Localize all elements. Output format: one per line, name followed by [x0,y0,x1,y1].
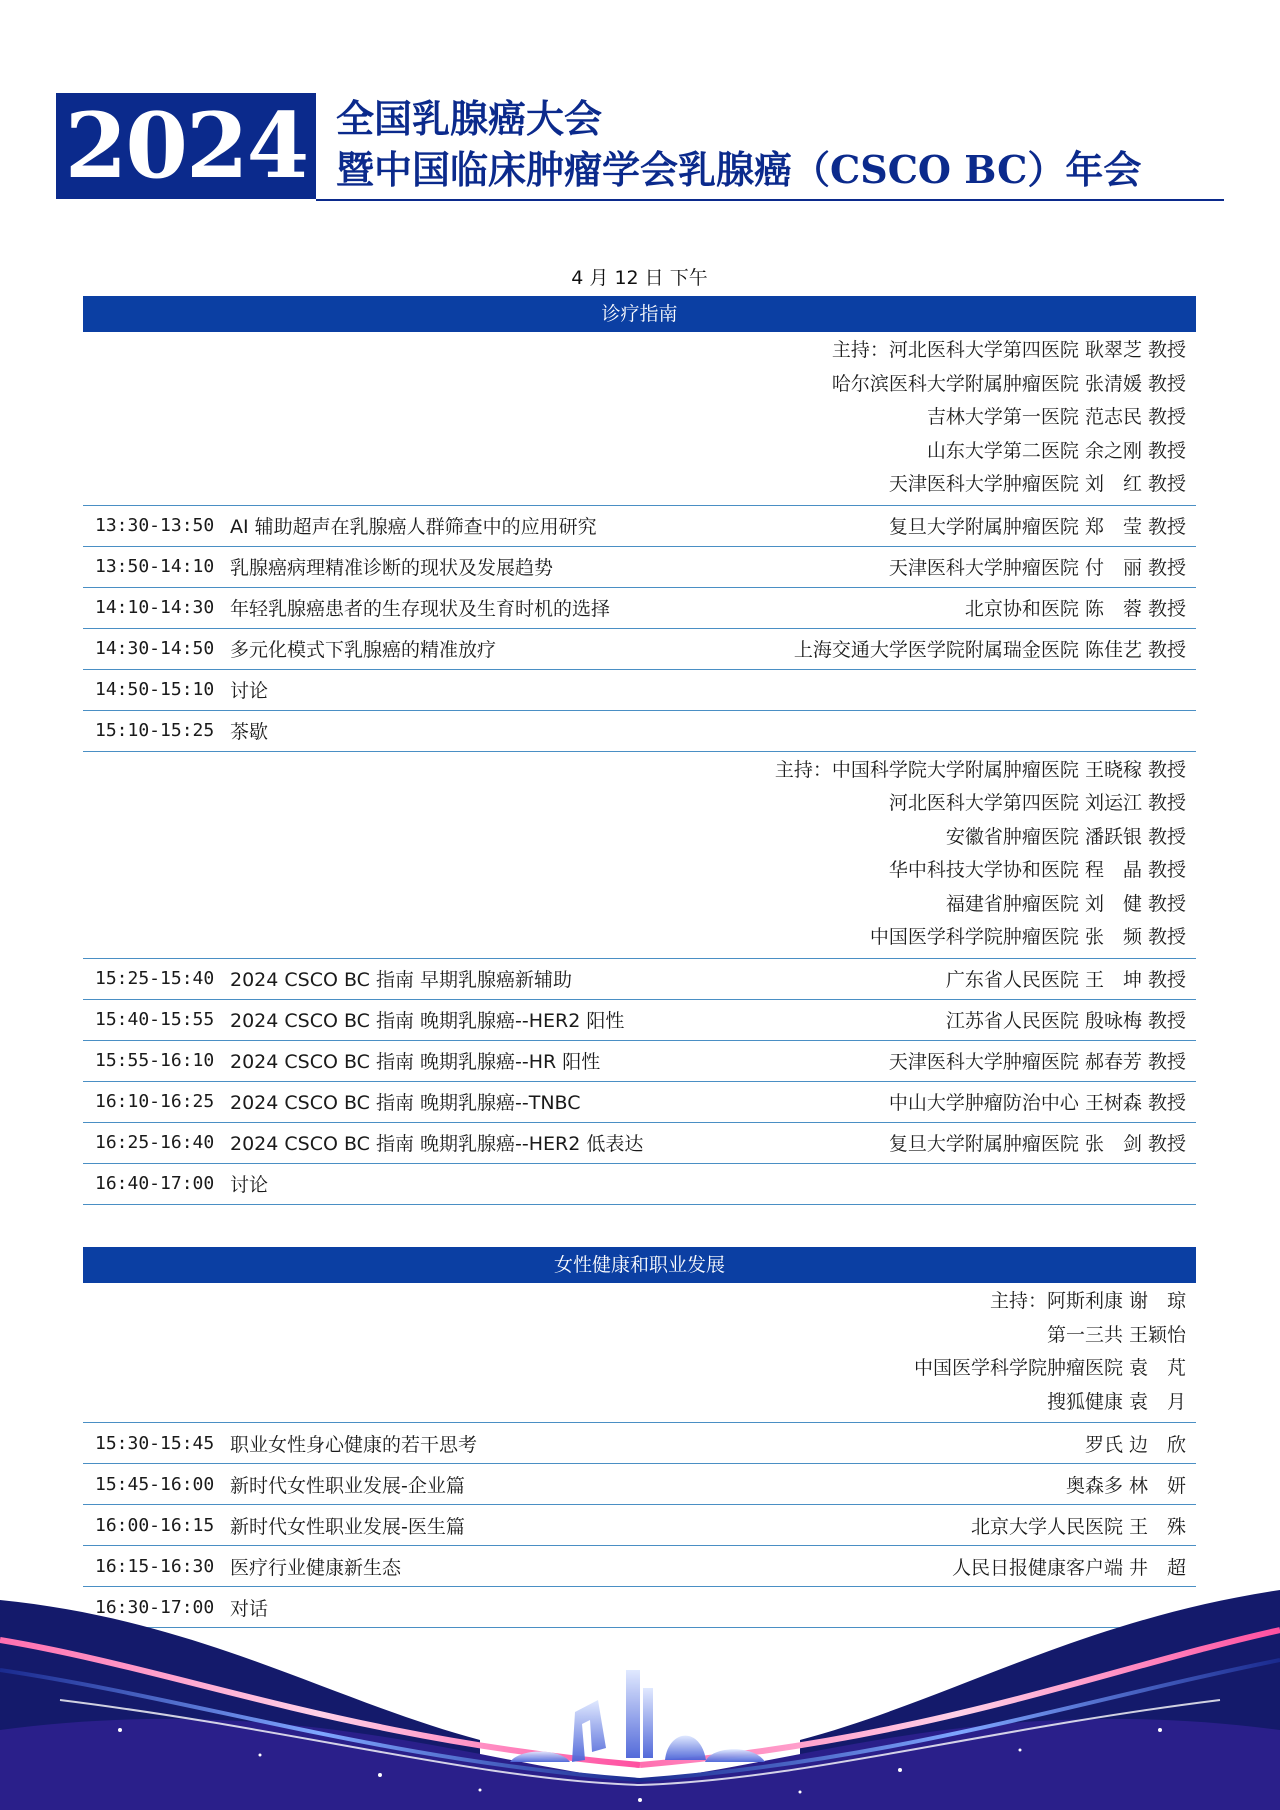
host-line: 主持：河北医科大学第四医院 耿翠芝 教授 [831,339,1186,361]
year-badge: 2024 [56,93,316,199]
topic: 新时代女性职业发展-企业篇 [230,1474,465,1497]
speaker: 复旦大学附属肿瘤医院 郑 莹 教授 [888,516,1186,538]
conference-title: 全国乳腺癌大会 [336,96,603,141]
speaker: 罗氏 边 欣 [1084,1433,1186,1456]
host-line: 山东大学第二医院 余之刚 教授 [926,439,1186,462]
session-date: 4 月 12 日 下午 [571,267,708,289]
header-divider [316,199,1224,201]
time-slot: 14:50-15:10 [95,679,215,700]
topic: 讨论 [230,680,269,702]
host-line: 中国医学科学院肿瘤医院 袁 芃 [913,1357,1186,1379]
host-line: 河北医科大学第四医院 刘运江 教授 [888,792,1186,814]
schedule-row [83,588,1196,629]
schedule-row [83,670,1196,711]
speaker: 广东省人民医院 王 坤 教授 [945,969,1186,991]
time-slot: 15:25-15:40 [95,968,215,989]
section-guidelines [83,296,1196,1205]
time-slot: 13:50-14:10 [95,556,215,577]
speaker: 中山大学肿瘤防治中心 王树森 教授 [888,1092,1186,1114]
host-line: 主持：中国科学院大学附属肿瘤医院 王晓稼 教授 [774,758,1186,781]
time-slot: 15:40-15:55 [95,1009,215,1030]
host-line: 搜狐健康 袁 月 [1046,1390,1186,1413]
building-tower-2 [643,1688,653,1758]
schedule-row [83,1041,1196,1082]
topic: 茶歇 [230,721,269,743]
topic: 乳腺癌病理精准诊断的现状及发展趋势 [230,557,554,579]
speaker: 北京大学人民医院 王 殊 [970,1515,1186,1538]
host-line: 第一三共 王颖怡 [1046,1323,1186,1346]
time-slot: 15:30-15:45 [95,1432,215,1454]
host-line: 安徽省肿瘤医院 潘跃银 教授 [945,825,1186,848]
speaker: 奥森多 林 妍 [1065,1474,1186,1497]
schedule-row [83,959,1196,1000]
topic: 2024 CSCO BC 指南 晚期乳腺癌--HER2 低表达 [230,1133,644,1155]
topic: 职业女性身心健康的若干思考 [230,1433,478,1456]
time-slot: 16:40-17:00 [95,1173,215,1194]
topic: 2024 CSCO BC 指南 早期乳腺癌新辅助 [230,969,573,991]
host-line: 吉林大学第一医院 范志民 教授 [926,406,1186,428]
city-skyline [510,1670,765,1762]
topic: 讨论 [230,1174,269,1196]
host-list [83,752,1196,959]
host-list [83,1283,1196,1423]
page-header [56,93,1224,201]
time-slot: 15:45-16:00 [95,1473,215,1495]
speaker: 人民日报健康客户端 井 超 [951,1556,1186,1579]
schedule-row [83,1464,1196,1505]
topic: 多元化模式下乳腺癌的精准放疗 [230,639,497,661]
topic: AI 辅助超声在乳腺癌人群筛查中的应用研究 [230,516,597,538]
section-title: 诊疗指南 [83,296,1196,332]
section-title: 女性健康和职业发展 [83,1247,1196,1283]
topic: 新时代女性职业发展-医生篇 [230,1515,465,1538]
host-line: 哈尔滨医科大学附属肿瘤医院 张清媛 教授 [831,372,1186,395]
speaker: 江苏省人民医院 殷咏梅 教授 [945,1010,1186,1032]
time-slot: 13:30-13:50 [95,515,215,536]
time-slot: 16:10-16:25 [95,1091,215,1112]
topic: 2024 CSCO BC 指南 晚期乳腺癌--HER2 阳性 [230,1010,625,1032]
schedule-row [83,1123,1196,1164]
time-slot: 14:10-14:30 [95,597,215,618]
topic: 年轻乳腺癌患者的生存现状及生育时机的选择 [230,598,611,620]
host-line: 主持：阿斯利康 谢 琼 [989,1290,1186,1312]
time-slot: 16:00-16:15 [95,1514,215,1536]
time-slot: 14:30-14:50 [95,638,215,659]
host-line: 天津医科大学肿瘤医院 刘 红 教授 [888,473,1186,495]
topic: 医疗行业健康新生态 [230,1556,402,1579]
host-list [83,332,1196,506]
schedule-row [83,1505,1196,1546]
schedule-row [83,711,1196,752]
schedule-row [83,1000,1196,1041]
speaker: 上海交通大学医学院附属瑞金医院 陈佳艺 教授 [793,639,1186,661]
speaker: 北京协和医院 陈 蓉 教授 [964,598,1186,620]
host-line: 福建省肿瘤医院 刘 健 教授 [945,892,1186,915]
building-dome [665,1736,706,1760]
time-slot: 16:15-16:30 [95,1555,215,1577]
schedule-row [83,1164,1196,1205]
host-line: 华中科技大学协和医院 程 晶 教授 [888,859,1186,881]
building-cctv [572,1700,606,1762]
schedule-row [83,1423,1196,1464]
time-slot: 16:30-17:00 [95,1596,215,1618]
topic: 对话 [230,1597,269,1620]
speaker: 复旦大学附属肿瘤医院 张 剑 教授 [888,1133,1186,1155]
building-tower [626,1670,640,1758]
footer-decoration [0,1580,1280,1810]
schedule-row [83,1082,1196,1123]
time-slot: 15:55-16:10 [95,1050,215,1071]
schedule-row [83,547,1196,588]
schedule-row [83,506,1196,547]
conference-subtitle: 暨中国临床肿瘤学会乳腺癌（CSCO BC）年会 [336,147,1142,192]
time-slot: 15:10-15:25 [95,720,215,741]
host-line: 中国医学科学院肿瘤医院 张 频 教授 [869,926,1186,948]
speaker: 天津医科大学肿瘤医院 付 丽 教授 [888,557,1186,579]
topic: 2024 CSCO BC 指南 晚期乳腺癌--HR 阳性 [230,1051,601,1073]
section-women-health [83,1247,1196,1628]
schedule-row [83,629,1196,670]
topic: 2024 CSCO BC 指南 晚期乳腺癌--TNBC [230,1092,581,1114]
time-slot: 16:25-16:40 [95,1132,215,1153]
speaker: 天津医科大学肿瘤医院 郝春芳 教授 [888,1051,1186,1073]
